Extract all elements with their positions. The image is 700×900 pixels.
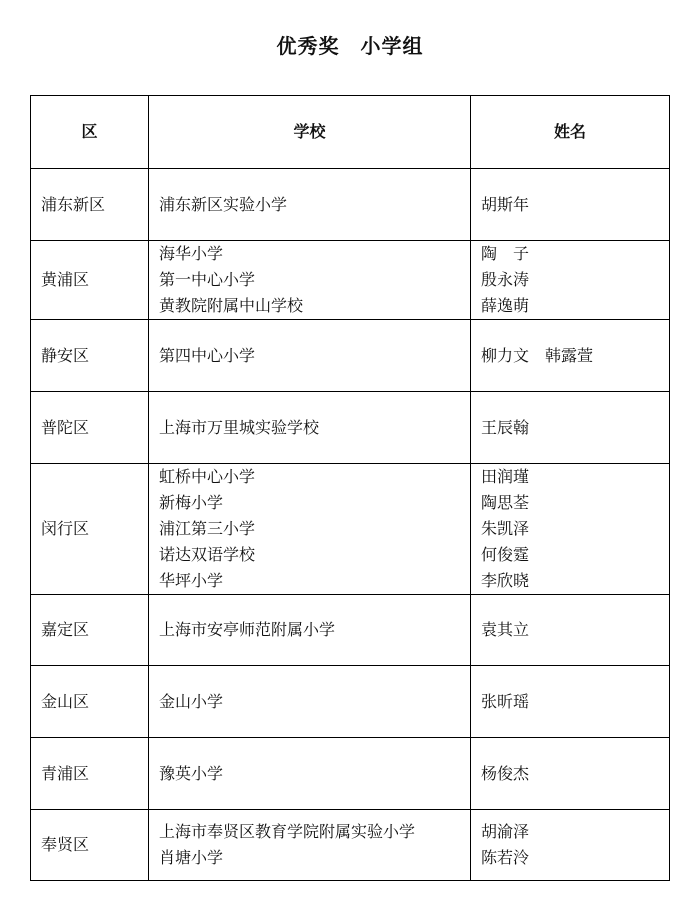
school-name: 金山小学 — [159, 691, 224, 711]
school-name: 浦东新区实验小学 — [159, 194, 288, 214]
winner-cell — [471, 169, 670, 241]
district-cell: 青浦区 — [31, 738, 149, 810]
winner-cell — [471, 738, 670, 810]
school-name: 第四中心小学 — [159, 345, 256, 365]
table-row — [31, 464, 670, 595]
winner-cell — [471, 392, 670, 464]
table-row — [31, 810, 670, 881]
winner-name: 胡渝泽 — [481, 822, 530, 841]
winner-name: 王辰翰 — [481, 417, 530, 437]
school-cell — [149, 666, 471, 738]
school-cell — [149, 320, 471, 392]
table-row — [31, 320, 670, 392]
winner-cell — [471, 595, 670, 666]
school-cell — [149, 241, 471, 320]
school-cell — [149, 169, 471, 241]
table-row — [31, 666, 670, 738]
school-name: 海华小学 — [159, 244, 224, 263]
winner-name: 薛逸萌 — [481, 296, 530, 315]
school-name: 第一中心小学 — [159, 270, 256, 289]
awards-table — [30, 95, 670, 881]
district-cell: 普陀区 — [31, 392, 149, 464]
district-cell: 黄浦区 — [31, 241, 149, 320]
table-row — [31, 392, 670, 464]
winner-name: 杨俊杰 — [481, 763, 530, 783]
table-row — [31, 738, 670, 810]
header-school: 学校 — [149, 96, 471, 169]
table-header-row — [31, 96, 670, 169]
school-name: 豫英小学 — [159, 763, 224, 783]
winner-cell — [471, 320, 670, 392]
winner-name: 殷永涛 — [481, 270, 530, 289]
school-name: 黄教院附属中山学校 — [159, 296, 304, 315]
school-cell — [149, 392, 471, 464]
district-cell: 静安区 — [31, 320, 149, 392]
winner-name: 胡斯年 — [481, 194, 530, 214]
winner-name: 袁其立 — [481, 620, 530, 639]
district-cell: 嘉定区 — [31, 595, 149, 666]
winner-name: 陶思荃 — [481, 493, 530, 512]
page-title: 优秀奖 小学组 — [276, 34, 424, 58]
school-name: 新梅小学 — [159, 493, 224, 512]
school-name: 诺达双语学校 — [159, 545, 256, 564]
school-name: 浦江第三小学 — [159, 519, 256, 538]
district-cell: 金山区 — [31, 666, 149, 738]
school-cell — [149, 810, 471, 881]
school-name: 华坪小学 — [159, 571, 224, 590]
winner-cell — [471, 666, 670, 738]
winner-name: 朱凯泽 — [481, 519, 530, 538]
winner-cell — [471, 810, 670, 881]
winner-name: 田润瑾 — [481, 467, 530, 486]
header-district: 区 — [31, 96, 149, 169]
header-name: 姓名 — [471, 96, 670, 169]
school-name: 虹桥中心小学 — [159, 467, 256, 486]
school-cell — [149, 738, 471, 810]
school-name: 上海市安亭师范附属小学 — [159, 620, 336, 639]
district-cell: 闵行区 — [31, 464, 149, 595]
winner-cell — [471, 464, 670, 595]
winner-name: 何俊霆 — [481, 545, 530, 564]
school-cell — [149, 464, 471, 595]
table-row — [31, 169, 670, 241]
table-row — [31, 595, 670, 666]
winner-name: 陈若泠 — [481, 848, 530, 867]
district-cell: 浦东新区 — [31, 169, 149, 241]
winner-name: 张昕瑶 — [481, 691, 530, 711]
school-name: 上海市万里城实验学校 — [159, 417, 320, 437]
district-cell: 奉贤区 — [31, 810, 149, 881]
school-cell — [149, 595, 471, 666]
winner-name: 李欣晓 — [481, 571, 530, 590]
school-name: 上海市奉贤区教育学院附属实验小学 — [159, 822, 416, 841]
winner-name: 柳力文 韩露萱 — [481, 345, 594, 365]
winner-cell — [471, 241, 670, 320]
winner-name: 陶 子 — [481, 244, 530, 263]
school-name: 肖塘小学 — [159, 848, 224, 867]
table-row — [31, 241, 670, 320]
